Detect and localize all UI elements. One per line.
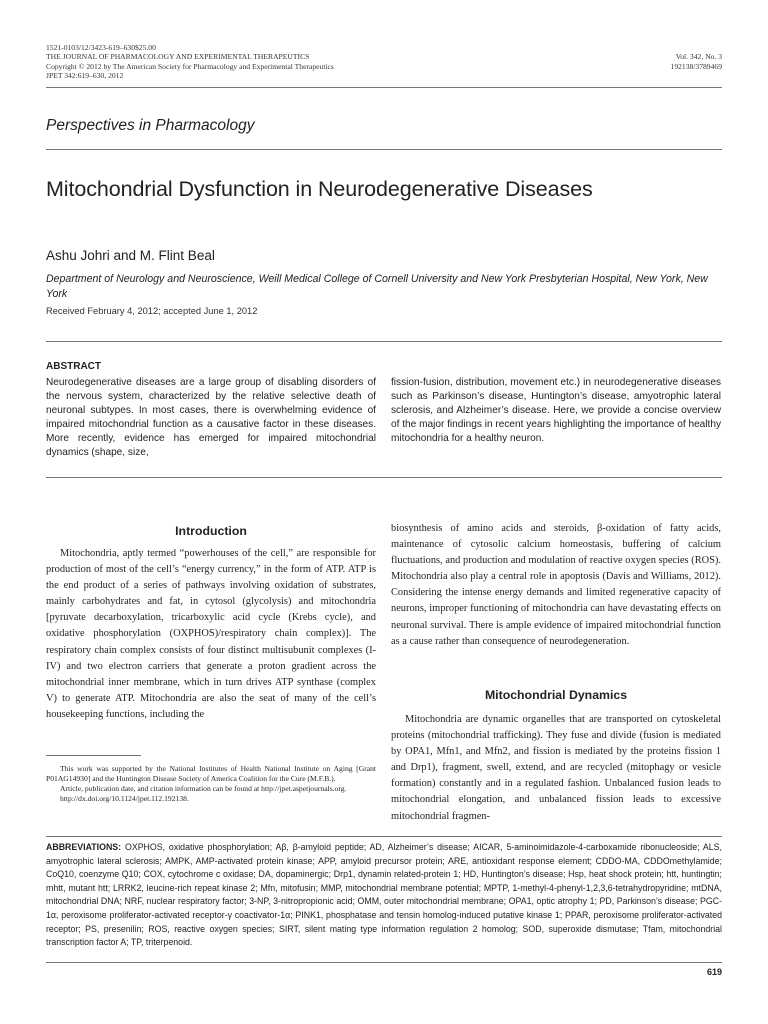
issn-line: 1521-0103/12/3423-619–630$25.00 (46, 43, 156, 52)
section-rule (46, 149, 722, 150)
running-header-left (46, 43, 334, 81)
authors: Ashu Johri and M. Flint Beal (46, 248, 215, 263)
abbreviations-block (46, 841, 722, 950)
dynamics-paragraph: Mitochondria are dynamic organelles that are transported on cytoskeletal proteins (mitochondrial trafficking). They fuse and divide (fusion is mediated by OPA1, Mfn1, and Mfn2, and fission is mediated by the proteins fission 1 and Drp1), fragment, swell, extend, and are recycled (mitophagy or vesicle formation) constantly and in a regulated fashion. Unbalanced fusion leads to mitochondrial elongation, and unbalanced fission leads to excessive mitochondrial fragmen- (391, 714, 721, 822)
volume-line: Vol. 342, No. 3 (675, 52, 722, 62)
mitochondrial-dynamics-text (391, 712, 721, 825)
copyright-line: Copyright © 2012 by The American Society for Pharmacology and Experimental Therapeutics (46, 61, 334, 71)
abstract-right-column: fission-fusion, distribution, movement etc.) in neurodegenerative diseases such as Parkinson’s disease, Huntington’s disease, amyotrophic lateral sclerosis, and Alzheimer’s disease. Here, we provide a concise overview of the major findings in recent years highlighting the importance of healthy mitochondria for a healthy neuron. (391, 377, 721, 444)
received-dates: Received February 4, 2012; accepted June 1, 2012 (46, 306, 258, 316)
abbreviations-rule (46, 836, 722, 837)
continuation-paragraph: biosynthesis of amino acids and steroids, β-oxidation of fatty acids, maintenance of cytosolic calcium homeostasis, buffering of calcium fluctuations, and production and modulation of reactive oxygen species (ROS). Mitochondria also play a central role in apoptosis (Davis and Williams, 2012). Considering the intense energy demands and limited regenerative capacity of neurons, improper functioning of mitochondria can have devastating effects on neuronal survival. There is ample evidence of impaired mitochondrial function as a cause rather than consequence of neurodegeneration. (391, 523, 721, 647)
footer-rule (46, 962, 722, 963)
affiliation: Department of Neurology and Neuroscience, Weill Medical College of Cornell University and New York Presbyterian Hospital, New York, New York (46, 273, 708, 300)
article-info-note: Article, publication date, and citation information can be found at http://jpet.aspetjournals.org. (60, 784, 347, 794)
journal-name: THE JOURNAL OF PHARMACOLOGY AND EXPERIMENTAL THERAPEUTICS (46, 52, 310, 62)
abstract-bottom-rule (46, 477, 722, 478)
abstract-top-rule (46, 341, 722, 342)
funding-note: This work was supported by the National Institutes of Health National Institute on Aging [Grant P01AG14930] and the Huntington Disease Society of America Coalition for the Cure (M.F.B.). (46, 764, 376, 784)
abbreviations-text: OXPHOS, oxidative phosphorylation; Aβ, β-amyloid peptide; AD, Alzheimer’s disease; AICAR, 5-aminoimidazole-4-carboxamide ribonucleoside; ALS, amyotrophic lateral sclerosis; AMPK, AMP-activated protein kinase; APP, amyloid precursor protein; ARE, antioxidant response element; CDDO-MA, CDDOmethylamide; CoQ10, coenzyme Q10; COX, cytochrome c oxidase; DA, dopaminergic; Drp1, dynamin related-protein 1; HD, Huntington’s disease; Hsp, heat shock protein; htt, huntingtin; mhtt, mutant htt; LRRK2, leucine-rich repeat kinase 2; Mfn, mitofusin; MMP, mitochondrial membrane potential; MPTP, 1-methyl-4-phenyl-1,2,3,6-tetrahydropyridine; mtDNA, mitochondrial DNA; NRF, nuclear respiratory factor; 3-NP, 3-nitropropionic acid; OMM, outer mitochondrial membrane; OPA1, optic atrophy 1; PD, Parkinson’s disease; PGC-1α, peroxisome proliferator-activated receptor-γ coactivator-1α; PINK1, phosphatase and tensin homolog-induced putative kinase 1; PPAR, peroxisome proliferator-activated receptor; PS, presenilin; ROS, reactive oxygen species; SIRT, silent mating type information regulation 2 homolog; SOD, superoxide dismutase; Tfam, mitochondrial transcription factor A; TP, triterpenoid. (46, 842, 722, 948)
footnote (46, 764, 376, 804)
article-id: 192138/3789469 (670, 61, 722, 71)
introduction-paragraph: Mitochondria, aptly termed “powerhouses of the cell,” are responsible for production of most of the cell’s “energy currency,” in the form of ATP. ATP is the end product of a series of pathways involving oxidation of substrates, mainly carbohydrates and fat, in cytosol (glycolysis) and mitochondria [pyruvate decarboxylation, tricarboxylic acid cycle (Krebs cycle), and oxidative phosphorylation (OXPHOS)/respiratory chain complex)]. The respiratory chain complex consists of four distinct multisubunit complexes (I-IV) and two electron carriers that generate a proton gradient across the mitochondrial inner membrane, which in turn drives ATP synthase (complex V) to generate ATP. Mitochondria are also the seat of many of the cell’s housekeeping functions, including the (46, 548, 376, 720)
abstract-heading: ABSTRACT (46, 361, 101, 372)
doi-link[interactable]: http://dx.doi.org/10.1124/jpet.112.192138. (60, 794, 189, 804)
header-rule (46, 87, 722, 88)
right-column-continuation (391, 521, 721, 650)
abstract-left-column: Neurodegenerative diseases are a large group of disabling disorders of the nervous system, characterized by the relative selective death of neuronal subtypes. In most cases, there is overwhelming evidence of impaired mitochondrial function as a causative factor in these diseases. More recently, evidence has emerged for impaired mitochondrial dynamics (shape, size, (46, 377, 376, 458)
introduction-heading: Introduction (175, 524, 247, 538)
introduction-text (46, 546, 376, 723)
mitochondrial-dynamics-heading: Mitochondrial Dynamics (484, 688, 628, 702)
section-name: Perspectives in Pharmacology (46, 117, 255, 134)
footnote-rule (46, 755, 141, 756)
running-header-right (671, 43, 722, 71)
abbreviations-label: ABBREVIATIONS: (46, 842, 122, 852)
page-number: 619 (706, 967, 722, 977)
citation-line: JPET 342:619–630, 2012 (46, 71, 124, 81)
article-title: Mitochondrial Dysfunction in Neurodegenerative Diseases (46, 177, 593, 201)
